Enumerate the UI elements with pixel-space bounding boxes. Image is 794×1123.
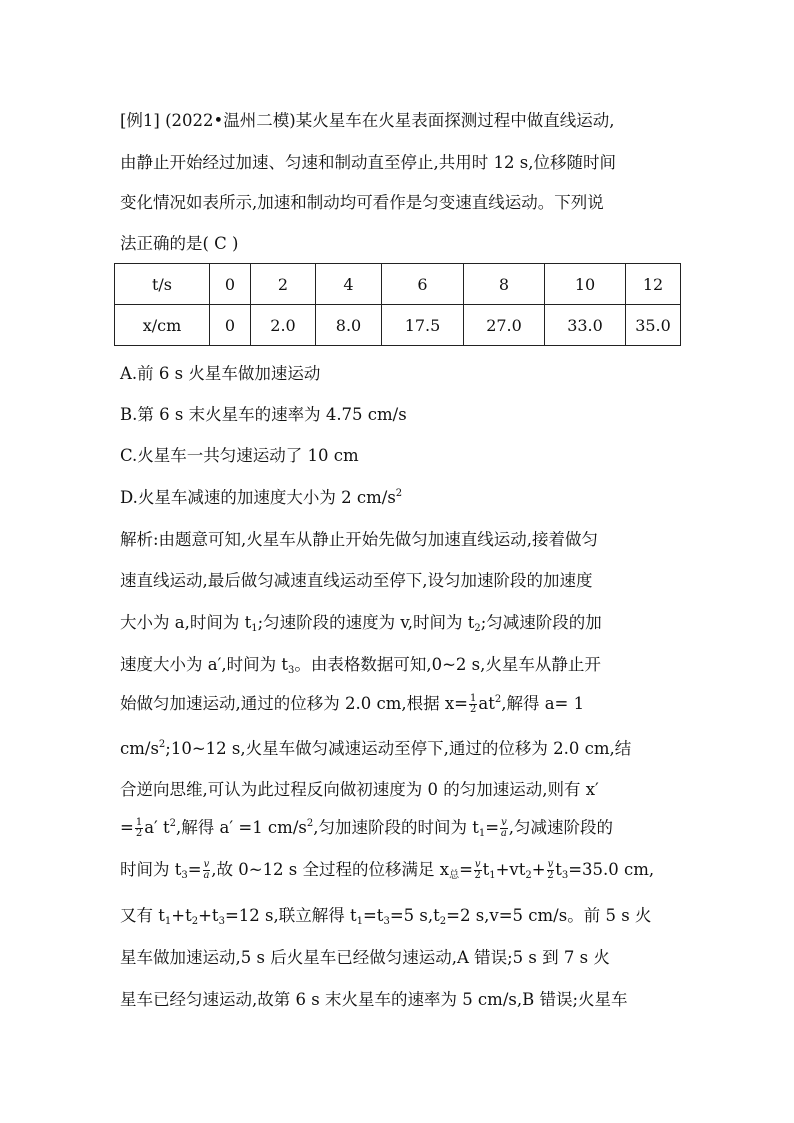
table-cell: 0 (210, 264, 251, 305)
solution-line-2: 速直线运动,最后做匀减速直线运动至停下,设匀加速阶段的加速度 (120, 571, 593, 590)
solution-line-10: 又有 $t_1+t_2+t_3=12$ s,联立解得 $t_1=t_3=5$ $s,t_2=2$ s,v=5 cm/s。前 5 s 火 (120, 906, 652, 927)
table-cell: t/s (115, 264, 210, 305)
table-cell: 4 (316, 264, 382, 305)
fraction: $\frac{v}{2}$ (474, 859, 481, 881)
table-row (115, 305, 681, 346)
table-cell: 27.0 (464, 305, 545, 346)
option-c: C.火星车一共匀速运动了 10 cm (120, 446, 359, 465)
solution-line-6: $cm/s^2;10\sim 12$ s,火星车做匀减速运动至停下,通过的位移为 2.0 cm,结 (120, 739, 632, 758)
table-row (115, 264, 681, 305)
table-cell: 35.0 (626, 305, 681, 346)
table-cell: 8 (464, 264, 545, 305)
table-cell: x/cm (115, 305, 210, 346)
solution-line-9: 时间为 $t_3=$ $\frac{v}{a}$ ,故 0~12 s 全过程的位移满足 $x_总=$ $\frac{v}{2}$ $t_1+vt_2+$ $\frac{v}{2}$ $t_3=35.0$ cm, (120, 859, 655, 881)
table-cell: 8.0 (316, 305, 382, 346)
option-a: A.前 6 s 火星车做加速运动 (120, 364, 321, 383)
option-d: D.火星车减速的加速度大小为 2 $cm/s^2$ (120, 488, 403, 507)
fraction: $\frac{v}{2}$ (547, 859, 554, 881)
problem-line-2: 由静止开始经过加速、匀速和制动直至停止,共用时 12 s,位移随时间 (120, 153, 616, 172)
table-cell: 10 (545, 264, 626, 305)
table-cell: 6 (382, 264, 464, 305)
table-cell: 17.5 (382, 305, 464, 346)
fraction: $\frac{v}{a}$ (500, 817, 507, 839)
fraction: $\frac{v}{a}$ (203, 859, 210, 881)
table-cell: 33.0 (545, 305, 626, 346)
solution-line-5: 始做匀加速运动,通过的位移为 2.0 cm,根据 x= $\frac{1}{2}$ $at^2$,解得 a= 1 (120, 693, 585, 715)
fraction: $\frac{1}{2}$ (135, 817, 143, 839)
table-cell: 2 (251, 264, 316, 305)
solution-line-8: = $\frac{1}{2}$ a′ $t^2$,解得 a′ =1 $cm/s^2$,匀加速阶段的时间为 $t_1=$ $\frac{v}{a}$ ,匀减速阶段的 (120, 817, 613, 839)
solution-line-1: 解析:由题意可知,火星车从静止开始先做匀加速直线运动,接着做匀 (120, 530, 599, 549)
problem-line-1: [例1] (2022•温州二模)某火星车在火星表面探测过程中做直线运动, (120, 111, 615, 130)
solution-line-3: 大小为 a,时间为 $t_1$;匀速阶段的速度为 v,时间为 $t_2$;匀减速阶段的加 (120, 613, 602, 634)
solution-line-7: 合逆向思维,可认为此过程反向做初速度为 0 的匀加速运动,则有 x′ (120, 780, 599, 799)
solution-line-11: 星车做加速运动,5 s 后火星车已经做匀速运动,A 错误;5 s 到 7 s 火 (120, 948, 610, 967)
problem-line-3: 变化情况如表所示,加速和制动均可看作是匀变速直线运动。下列说 (120, 193, 604, 212)
fraction: $\frac{1}{2}$ (469, 693, 477, 715)
table-cell: 2.0 (251, 305, 316, 346)
solution-line-12: 星车已经匀速运动,故第 6 s 末火星车的速率为 5 cm/s,B 错误;火星车 (120, 990, 628, 1009)
table-cell: 0 (210, 305, 251, 346)
option-b: B.第 6 s 末火星车的速率为 4.75 cm/s (120, 405, 407, 424)
table-cell: 12 (626, 264, 681, 305)
data-table (114, 263, 681, 346)
solution-line-4: 速度大小为 a′,时间为 $t_3$。由表格数据可知,0~2 s,火星车从静止开 (120, 655, 601, 676)
problem-line-4: 法正确的是( C ) (120, 234, 239, 253)
